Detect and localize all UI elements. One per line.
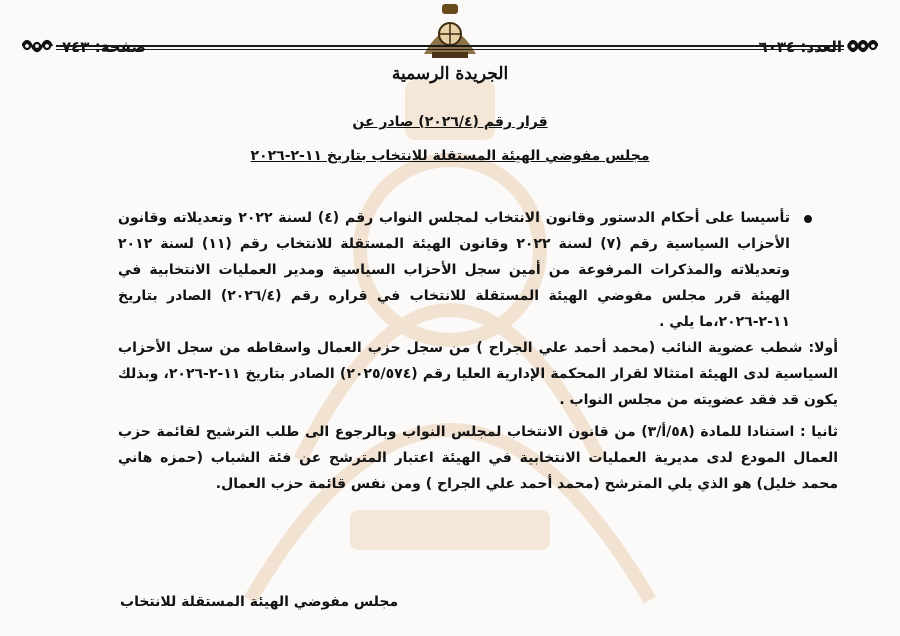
header-divider: [56, 45, 844, 47]
decision-body: [118, 205, 838, 497]
page-number: صفحة: ٧٤٣: [62, 38, 146, 56]
clause-first: [118, 335, 838, 413]
issue-number: العدد: ٦٠٣٤: [758, 38, 842, 56]
gazette-title: الجريدة الرسمية: [391, 64, 509, 84]
header-divider-thin: [56, 49, 844, 50]
preamble-paragraph: [118, 205, 812, 335]
clause-first-text: أولا: شطب عضوية النائب (محمد أحمد علي الجراح ) من سجل حزب العمال واسقاطه من سجل الأحزاب السياسية لدى الهيئة امتثالا لقرار المحكمة الإدارية العليا رقم (٢٠٢٥/٥٧٤) الصادر بتاريخ ١١-٢-٢٠٢٦، وبذلك يكون قد فقد عضويته من مجلس النواب .: [118, 340, 838, 408]
decision-subtitle: مجلس مفوضي الهيئة المستقلة للانتخاب بتاريخ ١١-٢-٢٠٢٦: [250, 148, 650, 164]
signature-line: مجلس مفوضي الهيئة المستقلة للانتخاب: [120, 594, 399, 610]
preamble-text: تأسيسا على أحكام الدستور وقانون الانتخاب لمجلس النواب رقم (٤) لسنة ٢٠٢٢ وتعديلاته وقانون الأحزاب السياسية رقم (٧) لسنة ٢٠٢٢ وقانون الهيئة المستقلة للانتخاب رقم (١١) لسنة ٢٠١٢ وتعديلاته والمذكرات المرفوعة من أمين سجل الأحزاب السياسية ومدير العمليات الانتخابية في الهيئة قرر مجلس مفوضي الهيئة المستقلة للانتخاب في قراره رقم (٢٠٢٦/٤) الصادر بتاريخ ١١-٢-٢٠٢٦،ما يلي .: [118, 210, 790, 330]
clause-second: [118, 419, 838, 497]
decision-title: قرار رقم (٢٠٢٦/٤) صادر عن: [352, 114, 548, 130]
decorative-knot-left: [22, 33, 56, 59]
bullet-icon: [804, 215, 812, 223]
clause-second-text: ثانيا : استنادا للمادة (٥٨/أ/٣) من قانون الانتخاب لمجلس النواب وبالرجوع الى طلب الترشيح لقائمة حزب العمال المودع لدى مديرية العمليات الانتخابية في الهيئة اعتبار المترشح عن فئة الشباب (حمزه هاني محمد خليل) هو الذي يلي المترشح (محمد أحمد علي الجراح ) ومن نفس قائمة حزب العمال.: [118, 424, 838, 492]
jordan-coat-of-arms-emblem: [418, 0, 482, 62]
decorative-knot-right: [844, 33, 878, 59]
